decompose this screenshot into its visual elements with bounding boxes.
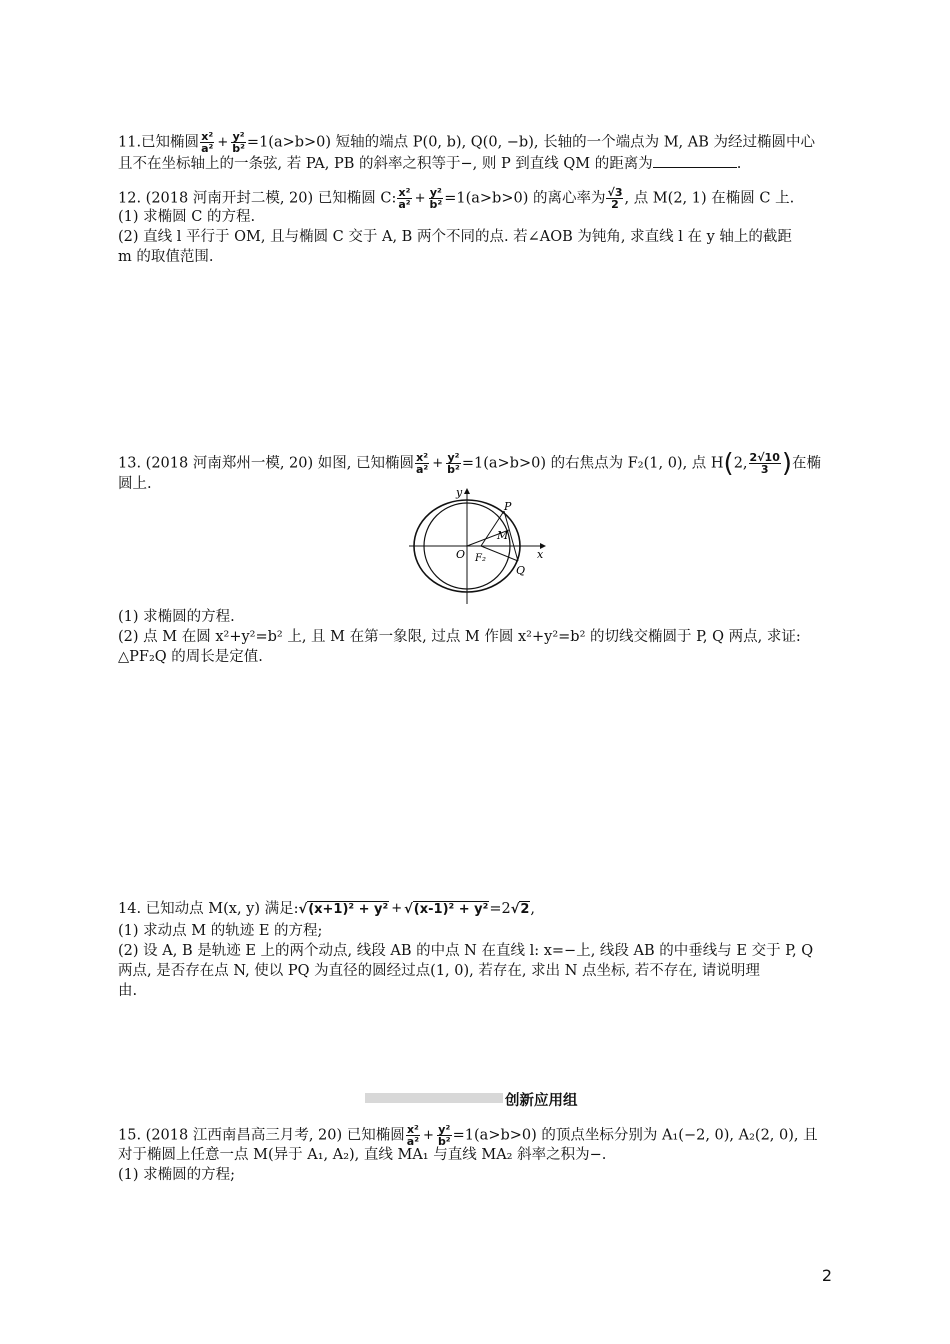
q11-line1: 11.已知椭圆 $\frac{\text{x²}}{\text{a²}}$ + $\frac{\text{y²}}{\text{b²}}$ =1(a>b>0) 短轴的端点 P(0, b), Q(0, −b), 长轴的一个端点为 M, AB 为经过椭圆中心	[118, 130, 815, 155]
q13-line1: 13. (2018 河南郑州一模, 20) 如图, 已知椭圆 $\frac{\text{x²}}{\text{a²}}$ + $\frac{\text{y²}}{\text{b²}}$ =1(a>b>0) 的右焦点为 F₂(1, 0), 点 H(2, $\frac{2√10}{3}$ )在椭	[118, 448, 822, 479]
label-y: y	[456, 486, 463, 499]
q11-line2: 且不在坐标轴上的一条弦, 若 PA, PB 的斜率之积等于−, 则 P 到直线 QM 的距离为 .	[118, 153, 741, 174]
label-o: O	[456, 548, 466, 561]
sqrt-term-3: √2	[510, 902, 530, 917]
q12-line1: 12. (2018 河南开封二模, 20) 已知椭圆 C: $\frac{\text{x²}}{\text{a²}}$ + $\frac{\text{y²}}{\text{b²}}$ =1(a>b>0) 的离心率为 $\frac{√3}{2}$ , 点 M(2, 1) 在椭圆 C 上.	[118, 186, 795, 211]
q11-frac-y: $\frac{\text{y²}}{\text{b²}}$	[232, 130, 245, 155]
q13-line2: 圆上.	[118, 476, 152, 492]
label-x: x	[537, 548, 544, 561]
q12-part2-line2: m 的取值范围.	[118, 249, 214, 265]
page-number: 2	[821, 1266, 832, 1285]
segment-f2q	[481, 546, 518, 561]
sqrt-term-1: √(x+1)² + y²	[298, 902, 389, 917]
label-q: Q	[516, 564, 526, 577]
q12-part1: (1) 求椭圆 C 的方程.	[118, 209, 256, 225]
q15-line1: 15. (2018 江西南昌高三月考, 20) 已知椭圆 $\frac{\text{x²}}{\text{a²}}$ + $\frac{\text{y²}}{\text{b²}}$ =1(a>b>0) 的顶点坐标分别为 A₁(−2, 0), A₂(2, 0), 且	[118, 1123, 818, 1148]
y-axis-arrow	[464, 488, 470, 494]
q14-part2-line3: 由.	[118, 983, 138, 999]
q13-part1: (1) 求椭圆的方程.	[118, 609, 235, 625]
q15-line2: 对于椭圆上任意一点 M(异于 A₁, A₂), 直线 MA₁ 与直线 MA₂ 斜率之积为−.	[118, 1147, 607, 1163]
q14-part2-line1: (2) 设 A, B 是轨迹 E 上的两个动点, 线段 AB 的中点 N 在直线 l: x=−上, 线段 AB 的中垂线与 E 交于 P, Q	[118, 943, 814, 959]
section-title: 创新应用组	[505, 1093, 578, 1109]
point-y-frac: $\frac{2√10}{3}$	[749, 451, 780, 476]
eccentricity-frac: $\frac{√3}{2}$	[607, 186, 623, 211]
section-bar	[365, 1093, 503, 1103]
answer-blank[interactable]	[653, 153, 737, 168]
q14-part1: (1) 求动点 M 的轨迹 E 的方程;	[118, 923, 323, 939]
q14-line1: 14. 已知动点 M(x, y) 满足:√(x+1)² + y² + √(x-1)² + y²=2√2,	[118, 901, 536, 917]
sqrt-term-2: √(x-1)² + y²	[404, 902, 489, 917]
q14-part2-line2: 两点, 是否存在点 N, 使以 PQ 为直径的圆经过点(1, 0), 若存在, 求出 N 点坐标, 若不存在, 请说明理	[118, 963, 760, 979]
q11-frac-x: $\frac{\text{x²}}{\text{a²}}$	[201, 130, 214, 155]
q12-part2-line1: (2) 直线 l 平行于 OM, 且与椭圆 C 交于 A, B 两个不同的点. 若∠AOB 为钝角, 求直线 l 在 y 轴上的截距	[118, 229, 792, 245]
q15-part1: (1) 求椭圆的方程;	[118, 1167, 236, 1183]
q13-part2-line1: (2) 点 M 在圆 x²+y²=b² 上, 且 M 在第一象限, 过点 M 作圆 x²+y²=b² 的切线交椭圆于 P, Q 两点, 求证:	[118, 629, 801, 645]
label-m: M	[497, 529, 509, 542]
label-f2: F₂	[475, 553, 486, 564]
ellipse-figure	[405, 484, 555, 608]
q11-prefix: 11.已知椭圆	[118, 134, 200, 151]
q13-part2-line2: △PF₂Q 的周长是定值.	[118, 649, 263, 665]
label-p: P	[504, 500, 512, 513]
